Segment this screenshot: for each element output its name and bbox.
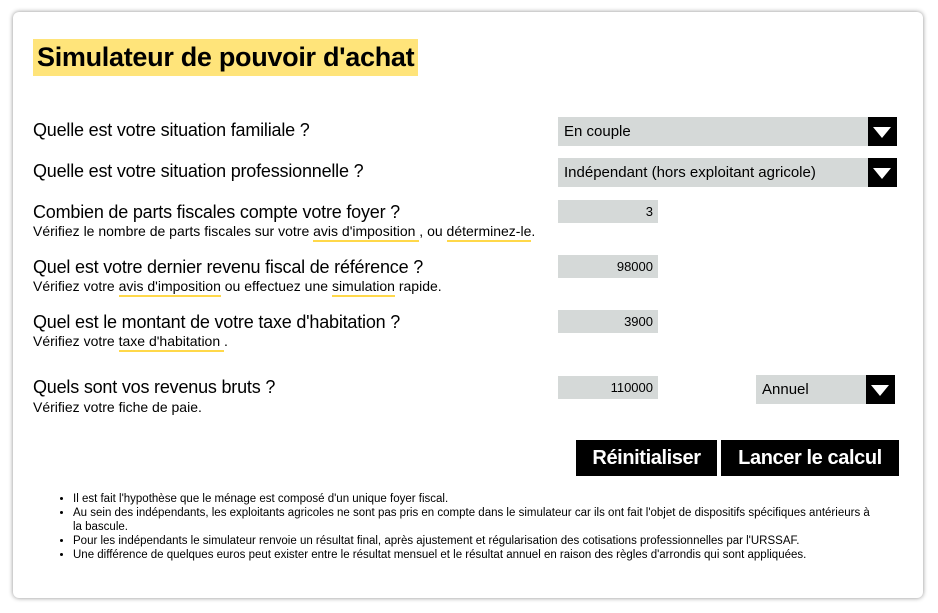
reset-button[interactable]: Réinitialiser	[576, 440, 717, 476]
chevron-down-icon[interactable]	[868, 158, 897, 187]
hint-parts-fiscales	[33, 223, 535, 239]
situation-familiale-select[interactable]	[558, 117, 897, 146]
revenus-bruts-input[interactable]	[558, 376, 658, 399]
hint-text: .	[224, 333, 228, 349]
hint-text: Vérifiez votre	[33, 278, 119, 294]
situation-familiale-value: En couple	[564, 123, 631, 140]
chevron-down-icon[interactable]	[868, 117, 897, 146]
parts-fiscales-input[interactable]	[558, 200, 658, 223]
taxe-habitation-input[interactable]	[558, 310, 658, 333]
periode-value: Annuel	[762, 381, 809, 398]
hint-text: ou effectuez une	[220, 278, 332, 294]
simulation-link[interactable]: simulation	[332, 278, 395, 297]
hint-text: , ou	[419, 223, 447, 239]
question-revenu-fiscal: Quel est votre dernier revenu fiscal de référence ?	[33, 257, 424, 277]
list-item: • Pour les indépendants le simulateur renvoie un résultat final, après ajustement et régularisation des cotisations professionnelles par l'URSSAF.	[73, 534, 873, 548]
revenu-fiscal-input[interactable]	[558, 255, 658, 278]
list-item: • Une différence de quelques euros peut exister entre le résultat mensuel et le résultat annuel en raison des règles d'arrondis qui sont appliquées.	[73, 548, 873, 562]
hint-revenu-fiscal	[33, 278, 442, 294]
avis-imposition-link[interactable]: avis d'imposition	[313, 223, 419, 242]
question-taxe-habitation: Quel est le montant de votre taxe d'habitation ?	[33, 312, 401, 332]
avis-imposition-link[interactable]: avis d'imposition	[119, 278, 221, 297]
hint-text: Vérifiez le nombre de parts fiscales sur votre	[33, 223, 314, 239]
question-situation-professionnelle: Quelle est votre situation professionnelle ?	[33, 161, 364, 181]
hint-text: rapide.	[394, 278, 442, 294]
hint-taxe-habitation	[33, 333, 228, 349]
launch-calculation-button[interactable]: Lancer le calcul	[721, 440, 899, 476]
page-title: Simulateur de pouvoir d'achat	[33, 39, 418, 76]
determinez-le-link[interactable]: déterminez-le	[447, 223, 532, 242]
simulator-card	[13, 12, 923, 598]
notes-list	[73, 492, 873, 562]
taxe-habitation-link[interactable]: taxe d'habitation	[119, 333, 224, 352]
hint-text: Vérifiez votre	[33, 333, 119, 349]
list-item: • Au sein des indépendants, les exploitants agricoles ne sont pas pris en compte dans le simulateur car ils ont fait l'objet de dispositifs spécifiques antérieurs à la bascule.	[73, 506, 873, 534]
list-item: • Il est fait l'hypothèse que le ménage est composé d'un unique foyer fiscal.	[73, 492, 873, 506]
question-revenus-bruts: Quels sont vos revenus bruts ?	[33, 377, 276, 397]
chevron-down-icon[interactable]	[866, 375, 895, 404]
question-parts-fiscales: Combien de parts fiscales compte votre foyer ?	[33, 202, 400, 222]
situation-professionnelle-select[interactable]	[558, 158, 897, 187]
periode-select[interactable]	[756, 375, 895, 404]
question-situation-familiale: Quelle est votre situation familiale ?	[33, 120, 310, 140]
situation-professionnelle-value: Indépendant (hors exploitant agricole)	[564, 164, 816, 181]
hint-text: .	[531, 223, 536, 239]
hint-revenus-bruts: Vérifiez votre fiche de paie.	[33, 399, 202, 415]
